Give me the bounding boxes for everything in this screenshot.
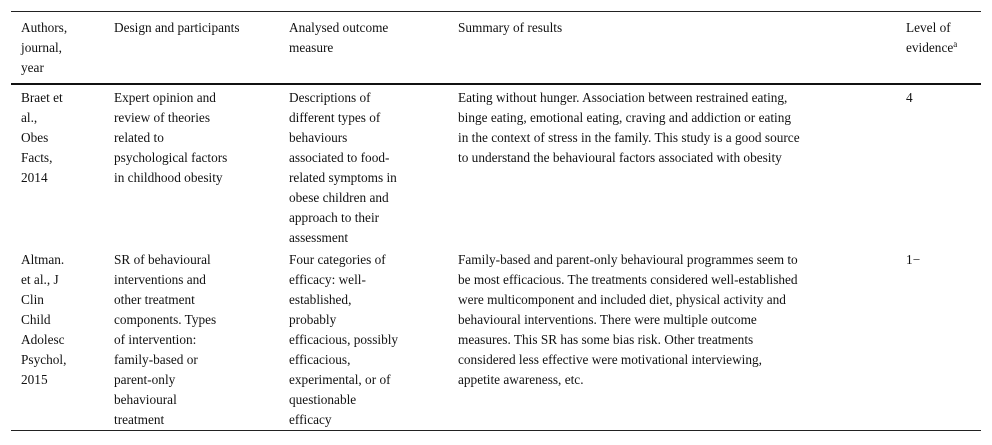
cell-summary xyxy=(458,88,873,168)
header-authors xyxy=(21,18,103,78)
cell-line: Psychol, xyxy=(21,352,67,367)
cell-line: in childhood obesity xyxy=(114,170,223,185)
cell-line: questionable xyxy=(289,392,357,407)
cell-line: established, xyxy=(289,292,352,307)
cell-line: parent-only xyxy=(114,372,176,387)
header-level xyxy=(906,18,981,58)
table-row xyxy=(11,245,981,430)
table-header xyxy=(11,12,981,85)
cell-line: 2015 xyxy=(21,372,48,387)
header-authors-line: journal, xyxy=(21,40,62,55)
cell-line: Altman. xyxy=(21,252,65,267)
table-row xyxy=(11,85,981,245)
cell-line: probably xyxy=(289,312,337,327)
cell-line: efficacy: well- xyxy=(289,272,366,287)
cell-line: appetite awareness, etc. xyxy=(458,372,584,387)
cell-line: approach to their xyxy=(289,210,380,225)
cell-line: Descriptions of xyxy=(289,90,371,105)
cell-line: be most efficacious. The treatments considered well-established xyxy=(458,272,798,287)
cell-line: family-based or xyxy=(114,352,198,367)
cell-line: 4 xyxy=(906,90,913,105)
cell-line: considered less effective were motivational interviewing, xyxy=(458,352,762,367)
cell-line: SR of behavioural xyxy=(114,252,211,267)
cell-line: Facts, xyxy=(21,150,53,165)
cell-line: Adolesc xyxy=(21,332,65,347)
header-outcome xyxy=(289,18,449,58)
cell-line: Four categories of xyxy=(289,252,386,267)
header-level-text: evidence xyxy=(906,40,954,55)
cell-line: behavioural interventions. There were multiple outcome xyxy=(458,312,757,327)
header-summary-line: Summary of results xyxy=(458,20,563,35)
header-design-line: Design and participants xyxy=(114,20,240,35)
footnote-marker: a xyxy=(953,39,958,49)
header-authors-line: Authors, xyxy=(21,20,68,35)
cell-line: al., xyxy=(21,110,38,125)
cell-line: measures. This SR has some bias risk. Other treatments xyxy=(458,332,754,347)
cell-summary xyxy=(458,250,873,390)
cell-line: in the context of stress in the family. This study is a good source xyxy=(458,130,800,145)
cell-line: behaviours xyxy=(289,130,348,145)
cell-line: interventions and xyxy=(114,272,206,287)
cell-line: different types of xyxy=(289,110,381,125)
cell-line: were multicomponent and included diet, physical activity and xyxy=(458,292,786,307)
cell-line: behavioural xyxy=(114,392,177,407)
cell-line: of intervention: xyxy=(114,332,197,347)
evidence-table xyxy=(11,11,981,431)
cell-line: Family-based and parent-only behavioural programmes seem to xyxy=(458,252,798,267)
cell-line: 1− xyxy=(906,252,921,267)
cell-line: treatment xyxy=(114,412,165,427)
cell-line: Eating without hunger. Association between restrained eating, xyxy=(458,90,788,105)
cell-line: related to xyxy=(114,130,164,145)
header-level-line-2 xyxy=(906,38,981,58)
cell-line: experimental, or of xyxy=(289,372,391,387)
cell-design xyxy=(114,88,279,188)
cell-outcome xyxy=(289,250,449,430)
cell-line: psychological factors xyxy=(114,150,228,165)
header-level-line: Level of xyxy=(906,20,951,35)
cell-line: to understand the behavioural factors associated with obesity xyxy=(458,150,782,165)
cell-authors xyxy=(21,250,103,390)
cell-line: associated to food- xyxy=(289,150,390,165)
cell-level xyxy=(906,88,981,108)
cell-line: assessment xyxy=(289,230,349,245)
cell-authors xyxy=(21,88,103,188)
cell-line: efficacious, xyxy=(289,352,351,367)
cell-line: review of theories xyxy=(114,110,210,125)
cell-line: obese children and xyxy=(289,190,389,205)
cell-line: components. Types xyxy=(114,312,217,327)
cell-design xyxy=(114,250,279,430)
cell-outcome xyxy=(289,88,449,248)
cell-line: Expert opinion and xyxy=(114,90,216,105)
cell-line: Clin xyxy=(21,292,44,307)
cell-line: Obes xyxy=(21,130,49,145)
header-design xyxy=(114,18,279,38)
cell-line: et al., J xyxy=(21,272,59,287)
cell-line: 2014 xyxy=(21,170,48,185)
header-outcome-line: Analysed outcome xyxy=(289,20,389,35)
header-authors-line: year xyxy=(21,60,44,75)
header-summary xyxy=(458,18,873,38)
cell-line: Child xyxy=(21,312,51,327)
cell-line: Braet et xyxy=(21,90,63,105)
header-outcome-line: measure xyxy=(289,40,334,55)
cell-level xyxy=(906,250,981,270)
cell-line: binge eating, emotional eating, craving and addiction or eating xyxy=(458,110,792,125)
cell-line: other treatment xyxy=(114,292,195,307)
cell-line: efficacious, possibly xyxy=(289,332,399,347)
cell-line: efficacy xyxy=(289,412,332,427)
cell-line: related symptoms in xyxy=(289,170,397,185)
